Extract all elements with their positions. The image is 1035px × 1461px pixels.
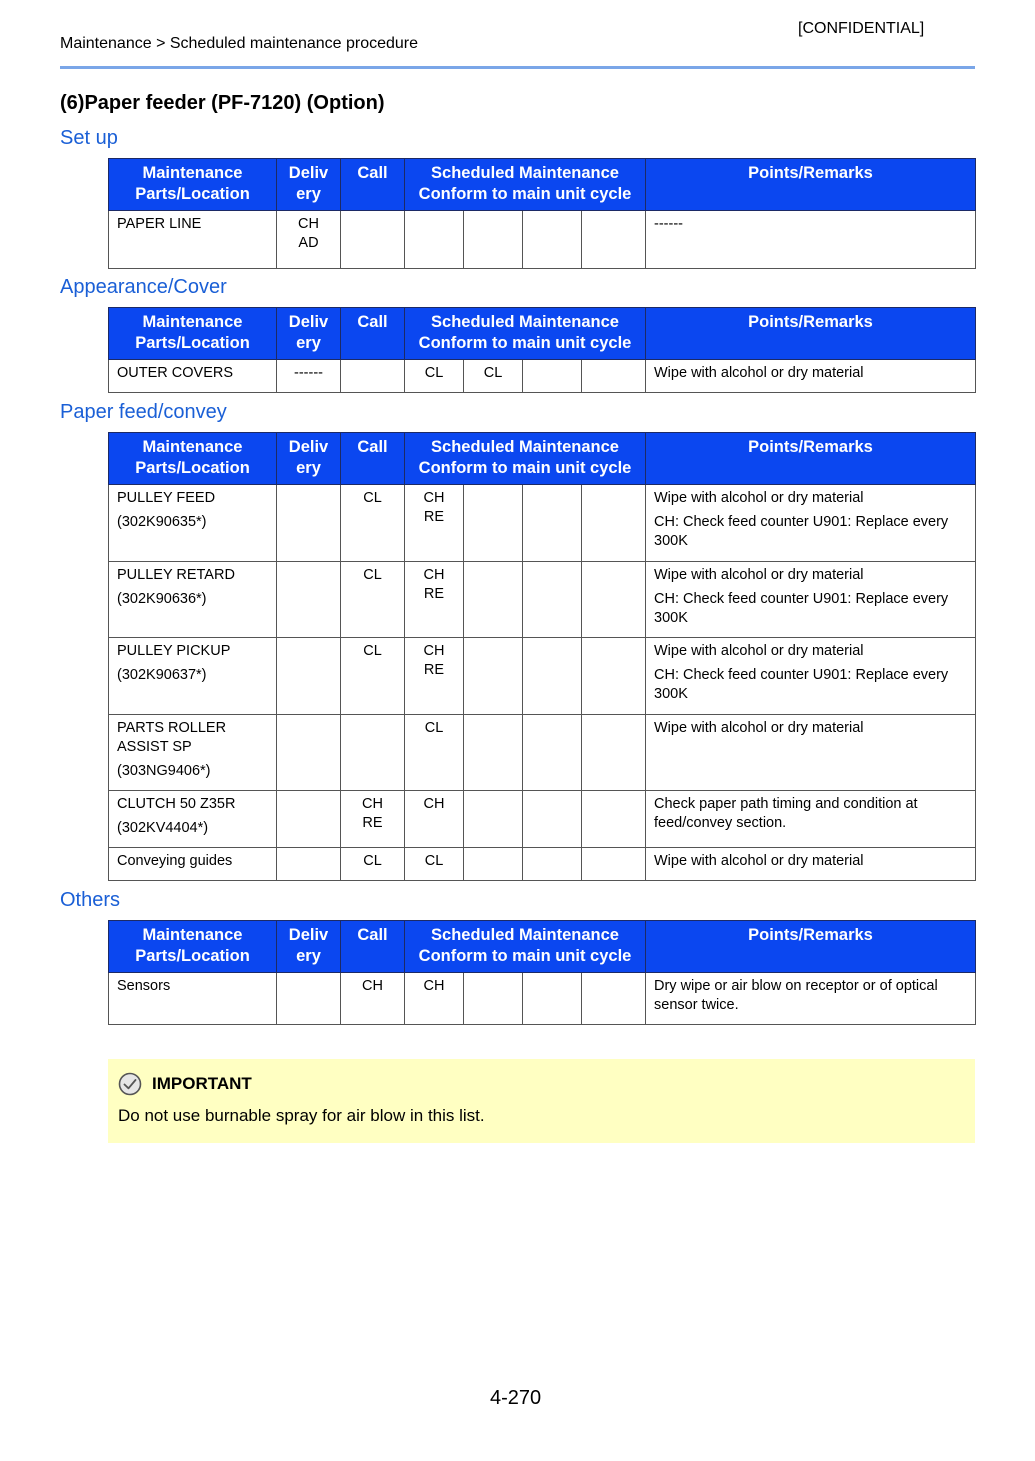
schedule-cell-text: CL [424, 720, 444, 736]
schedule-cell [405, 791, 464, 848]
table-row [109, 715, 976, 791]
remarks-cell-text: Wipe with alcohol or dry material [654, 720, 864, 736]
schedule-cell-text: CH [423, 796, 445, 812]
table-row [109, 791, 976, 848]
call-cell-text: CH [362, 796, 383, 812]
part-cell [109, 562, 277, 638]
part-cell [109, 485, 277, 562]
part-cell-text: (302KV4404*) [117, 820, 209, 836]
schedule-cell [464, 485, 523, 562]
call-cell [341, 638, 405, 715]
schedule-cell-text: RE [423, 662, 445, 678]
schedule-cell [405, 638, 464, 715]
call-cell [341, 360, 405, 393]
header-delivery [277, 921, 341, 973]
schedule-cell [523, 791, 582, 848]
schedule-cell [582, 211, 646, 269]
header-delivery-line: ery [296, 334, 321, 352]
schedule-cell [405, 360, 464, 393]
part-cell-text: Conveying guides [117, 853, 233, 869]
table-row [109, 973, 976, 1025]
delivery-cell [277, 211, 341, 269]
table-row [109, 562, 976, 638]
header-parts-location-line: Parts/Location [135, 459, 250, 477]
schedule-cell [523, 562, 582, 638]
remarks-cell-text: Wipe with alcohol or dry material [654, 567, 864, 583]
schedule-cell [582, 791, 646, 848]
header-scheduled-maintenance [405, 433, 646, 485]
schedule-cell-text: RE [423, 586, 445, 602]
call-cell-text: CH [362, 978, 383, 994]
header-points-remarks: Points/Remarks [646, 921, 976, 973]
schedule-cell [405, 485, 464, 562]
table-row [109, 485, 976, 562]
header-points-remarks: Points/Remarks [646, 308, 976, 360]
table-row [109, 638, 976, 715]
schedule-cell-text: CH [423, 978, 445, 994]
delivery-cell [277, 360, 341, 393]
part-cell-text: PULLEY FEED [117, 490, 216, 506]
schedule-cell [464, 848, 523, 881]
confidential-label: [CONFIDENTIAL] [798, 20, 925, 37]
header-parts-location [109, 921, 277, 973]
schedule-cell [523, 848, 582, 881]
schedule-cell [582, 562, 646, 638]
call-cell-text: RE [362, 815, 383, 831]
schedule-cell-text: CL [424, 365, 444, 381]
part-cell-text: PULLEY PICKUP [117, 643, 231, 659]
part-cell-text: Sensors [117, 978, 171, 994]
remarks-cell [646, 973, 976, 1025]
schedule-cell-text: CH [423, 567, 445, 583]
delivery-cell-text: ------ [294, 365, 323, 381]
header-scheduled-maintenance-line: Scheduled Maintenance [431, 926, 619, 944]
schedule-cell-text: CL [483, 365, 503, 381]
header-parts-location [109, 433, 277, 485]
remarks-cell-text: CH: Check feed counter U901: Replace every 300K [654, 514, 949, 549]
part-cell [109, 638, 277, 715]
header-delivery [277, 433, 341, 485]
delivery-cell [277, 562, 341, 638]
schedule-cell [405, 973, 464, 1025]
delivery-cell-text: CH [298, 216, 319, 232]
header-delivery [277, 308, 341, 360]
part-cell [109, 973, 277, 1025]
part-cell-text: PAPER LINE [117, 216, 202, 232]
section-title-setup: Set up [60, 127, 118, 149]
header-call: Call [341, 921, 405, 973]
part-cell-text: OUTER COVERS [117, 365, 234, 381]
part-cell [109, 791, 277, 848]
call-cell [341, 715, 405, 791]
schedule-cell [464, 791, 523, 848]
schedule-cell [582, 485, 646, 562]
schedule-cell [464, 211, 523, 269]
header-scheduled-maintenance-line: Scheduled Maintenance [431, 438, 619, 456]
schedule-cell [405, 715, 464, 791]
maintenance-table-others [108, 920, 976, 1025]
header-scheduled-maintenance-line: Conform to main unit cycle [418, 459, 632, 477]
call-cell [341, 791, 405, 848]
delivery-cell-text: AD [298, 235, 319, 251]
header-delivery-line: Deliv [288, 164, 329, 182]
call-cell-text: CL [363, 490, 382, 506]
part-cell [109, 211, 277, 269]
part-cell-text: (303NG9406*) [117, 763, 211, 779]
schedule-cell [464, 360, 523, 393]
schedule-cell [582, 848, 646, 881]
part-cell [109, 848, 277, 881]
breadcrumb: Maintenance > Scheduled maintenance procedure [60, 35, 419, 52]
remarks-cell [646, 211, 976, 269]
header-scheduled-maintenance-line: Conform to main unit cycle [418, 947, 632, 965]
header-parts-location-line: Parts/Location [135, 185, 250, 203]
header-parts-location-line: Parts/Location [135, 947, 250, 965]
delivery-cell [277, 848, 341, 881]
remarks-cell-text: Wipe with alcohol or dry material [654, 853, 864, 869]
part-cell [109, 715, 277, 791]
remarks-cell [646, 638, 976, 715]
remarks-cell-text: Wipe with alcohol or dry material [654, 643, 864, 659]
call-cell [341, 485, 405, 562]
call-cell [341, 562, 405, 638]
remarks-cell [646, 791, 976, 848]
call-cell-text: CL [363, 853, 382, 869]
remarks-cell-text: Wipe with alcohol or dry material [654, 365, 864, 381]
schedule-cell [582, 973, 646, 1025]
remarks-cell [646, 848, 976, 881]
remarks-cell-text: CH: Check feed counter U901: Replace every 300K [654, 667, 949, 702]
schedule-cell-text: CH [423, 490, 445, 506]
table-row [109, 211, 976, 269]
schedule-cell [582, 715, 646, 791]
important-text: Do not use burnable spray for air blow in this list. [118, 1106, 485, 1125]
header-delivery-line: ery [296, 947, 321, 965]
table-header-row [109, 308, 976, 360]
delivery-cell [277, 715, 341, 791]
maintenance-table-setup [108, 158, 976, 269]
remarks-cell [646, 562, 976, 638]
maintenance-table-paper-feed-convey [108, 432, 976, 881]
header-call: Call [341, 308, 405, 360]
remarks-cell-text: Check paper path timing and condition at feed/convey section. [654, 796, 918, 831]
table-row [109, 360, 976, 393]
checkmark-circle-icon [118, 1072, 142, 1096]
header-scheduled-maintenance-line: Scheduled Maintenance [431, 164, 619, 182]
header-delivery-line: ery [296, 459, 321, 477]
schedule-cell [405, 211, 464, 269]
table-header-row [109, 921, 976, 973]
delivery-cell [277, 638, 341, 715]
call-cell-text: CL [363, 643, 382, 659]
schedule-cell [582, 360, 646, 393]
header-delivery-line: Deliv [288, 313, 329, 331]
header-delivery [277, 159, 341, 211]
schedule-cell [464, 973, 523, 1025]
schedule-cell [523, 715, 582, 791]
part-cell-text: (302K90636*) [117, 591, 207, 607]
schedule-cell [464, 638, 523, 715]
table-header-row [109, 433, 976, 485]
header-scheduled-maintenance [405, 308, 646, 360]
header-parts-location-line: Maintenance [142, 438, 243, 456]
remarks-cell-text: ------ [654, 216, 683, 232]
remarks-cell-text: CH: Check feed counter U901: Replace every 300K [654, 591, 949, 626]
header-scheduled-maintenance [405, 159, 646, 211]
header-scheduled-maintenance-line: Conform to main unit cycle [418, 185, 632, 203]
schedule-cell [523, 211, 582, 269]
schedule-cell [464, 562, 523, 638]
header-parts-location [109, 159, 277, 211]
part-cell-text: CLUTCH 50 Z35R [117, 796, 236, 812]
table-row [109, 848, 976, 881]
schedule-cell [405, 562, 464, 638]
page-number: 4-270 [490, 1387, 542, 1409]
schedule-cell [464, 715, 523, 791]
schedule-cell [523, 485, 582, 562]
header-scheduled-maintenance-line: Conform to main unit cycle [418, 334, 632, 352]
page-title: (6)Paper feeder (PF-7120) (Option) [60, 92, 385, 114]
section-title-others: Others [60, 889, 121, 911]
call-cell [341, 973, 405, 1025]
maintenance-table-appearance-cover [108, 307, 976, 393]
delivery-cell [277, 485, 341, 562]
section-title-paper-feed-convey: Paper feed/convey [60, 401, 227, 423]
schedule-cell-text: RE [423, 509, 445, 525]
call-cell-text: CL [363, 567, 382, 583]
header-parts-location-line: Maintenance [142, 164, 243, 182]
header-delivery-line: ery [296, 185, 321, 203]
call-cell [341, 848, 405, 881]
header-points-remarks: Points/Remarks [646, 433, 976, 485]
header-parts-location [109, 308, 277, 360]
header-parts-location-line: Parts/Location [135, 334, 250, 352]
header-parts-location-line: Maintenance [142, 313, 243, 331]
remarks-cell [646, 360, 976, 393]
schedule-cell [523, 973, 582, 1025]
schedule-cell [582, 638, 646, 715]
header-points-remarks: Points/Remarks [646, 159, 976, 211]
remarks-cell-text: Dry wipe or air blow on receptor or of optical sensor twice. [654, 978, 938, 1013]
important-label: IMPORTANT [152, 1074, 252, 1093]
delivery-cell [277, 973, 341, 1025]
schedule-cell [523, 638, 582, 715]
remarks-cell [646, 485, 976, 562]
table-header-row [109, 159, 976, 211]
call-cell [341, 211, 405, 269]
schedule-cell [523, 360, 582, 393]
header-divider [60, 66, 975, 69]
part-cell-text: PULLEY RETARD [117, 567, 235, 583]
header-call: Call [341, 433, 405, 485]
header-scheduled-maintenance [405, 921, 646, 973]
header-delivery-line: Deliv [288, 926, 329, 944]
remarks-cell [646, 715, 976, 791]
important-note [108, 1059, 975, 1143]
header-parts-location-line: Maintenance [142, 926, 243, 944]
part-cell-text: (302K90635*) [117, 514, 207, 530]
remarks-cell-text: Wipe with alcohol or dry material [654, 490, 864, 506]
header-scheduled-maintenance-line: Scheduled Maintenance [431, 313, 619, 331]
schedule-cell [405, 848, 464, 881]
part-cell [109, 360, 277, 393]
delivery-cell [277, 791, 341, 848]
part-cell-text: PARTS ROLLER ASSIST SP [117, 720, 227, 755]
header-delivery-line: Deliv [288, 438, 329, 456]
part-cell-text: (302K90637*) [117, 667, 207, 683]
schedule-cell-text: CH [423, 643, 445, 659]
header-call: Call [341, 159, 405, 211]
section-title-appearance-cover: Appearance/Cover [60, 276, 227, 298]
schedule-cell-text: CL [424, 853, 444, 869]
